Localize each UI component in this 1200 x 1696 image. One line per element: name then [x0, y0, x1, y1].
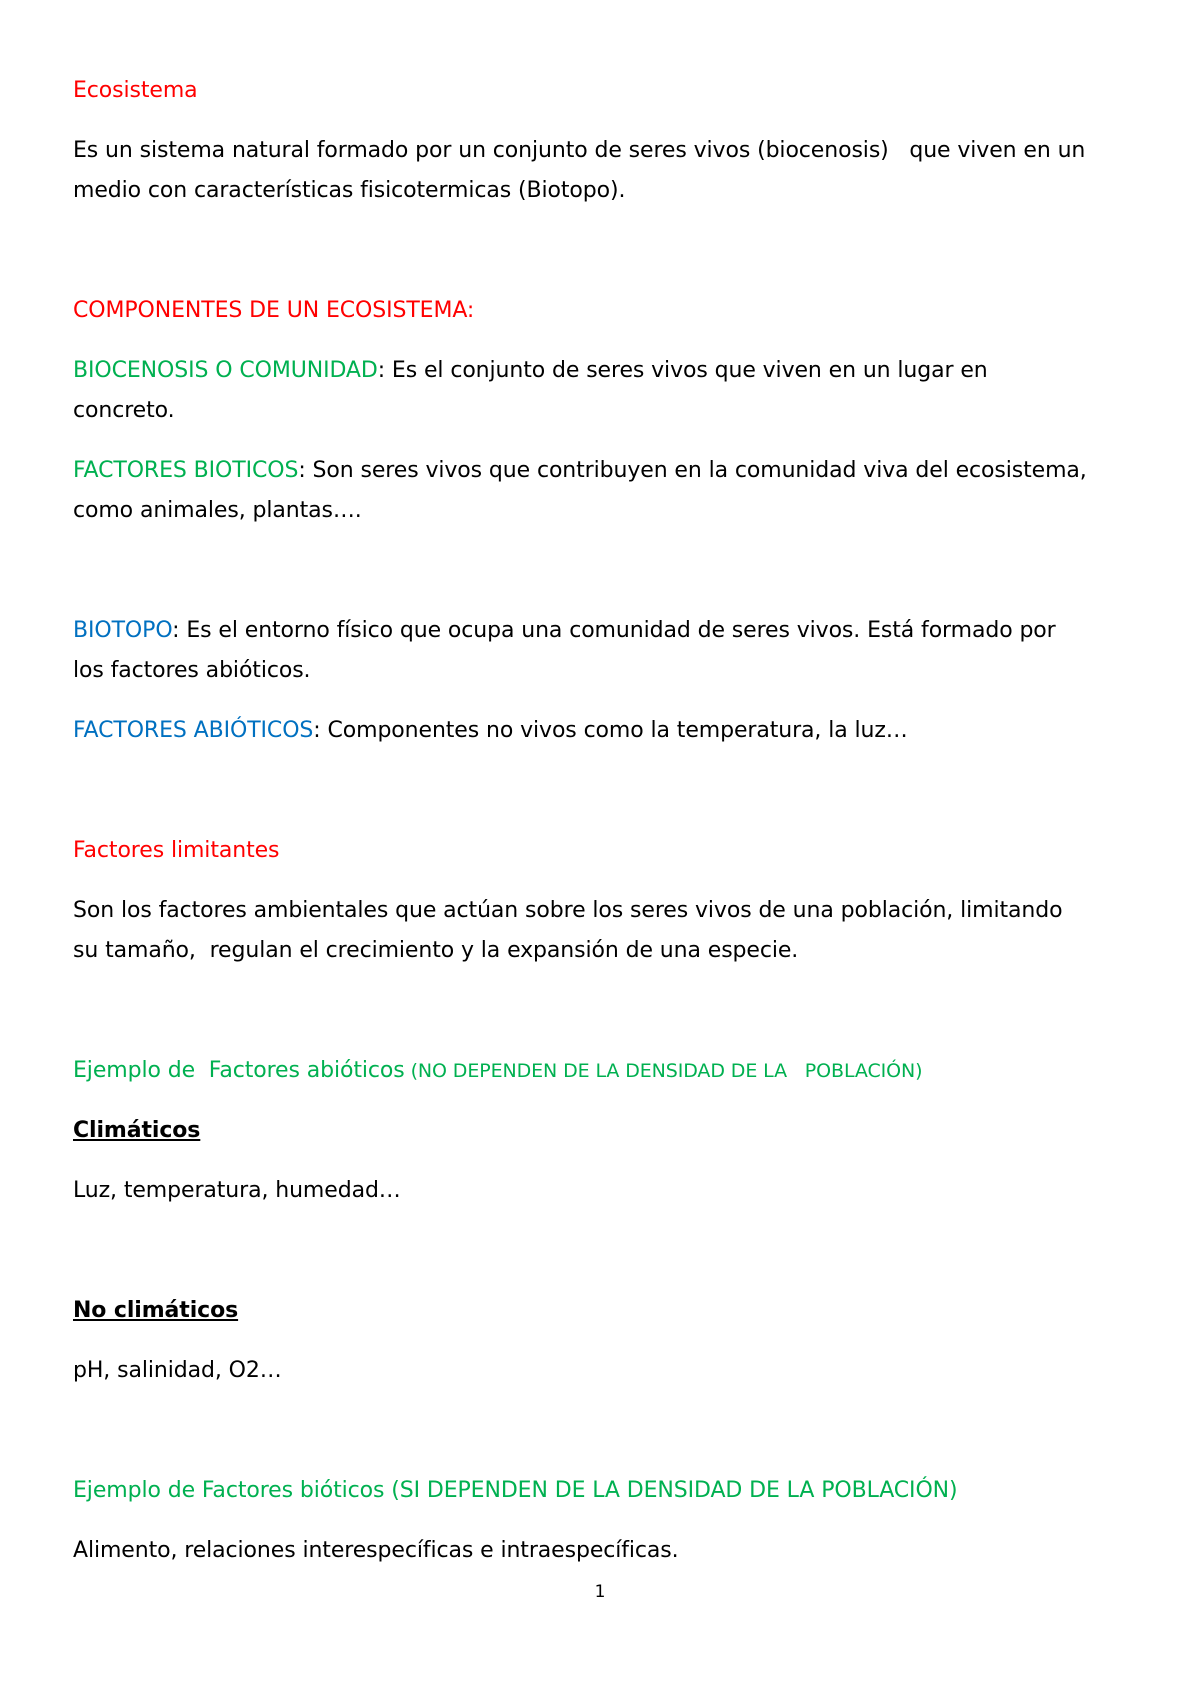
biotopo-paragraph	[73, 611, 1056, 651]
biocenosis-paragraph	[73, 351, 988, 391]
ejemplo-abioticos-heading	[73, 1051, 922, 1091]
definition-line-2: medio con características fisicotermicas (Biotopo).	[73, 178, 626, 203]
no-climaticos-heading: No climáticos	[73, 1298, 239, 1323]
biocenosis-term: BIOCENOSIS O COMUNIDAD	[73, 358, 378, 383]
ejemplo-abioticos-title: Ejemplo de Factores abióticos	[73, 1058, 405, 1083]
climaticos-heading: Climáticos	[73, 1118, 201, 1143]
section-title-ecosistema: Ecosistema	[73, 78, 198, 103]
ejemplo-abioticos-note: (NO DEPENDEN DE LA DENSIDAD DE LA POBLACIÓN)	[404, 1060, 923, 1082]
climaticos-text: Luz, temperatura, humedad…	[73, 1178, 401, 1203]
biotopo-term: BIOTOPO	[73, 618, 173, 643]
bioticos-paragraph	[73, 451, 1087, 491]
definition-line-1: Es un sistema natural formado por un conjunto de seres vivos (biocenosis) que viven en un	[73, 138, 1086, 163]
bioticos-term: FACTORES BIOTICOS	[73, 458, 299, 483]
bioticos-line-2: como animales, plantas….	[73, 498, 362, 523]
ejemplo-bioticos-text: Alimento, relaciones interespecíficas e intraespecíficas.	[73, 1538, 679, 1563]
components-heading: COMPONENTES DE UN ECOSISTEMA:	[73, 298, 475, 323]
limitantes-line-1: Son los factores ambientales que actúan sobre los seres vivos de una población, limitando	[73, 898, 1063, 923]
page-number: 1	[594, 1582, 606, 1602]
biotopo-line-2: los factores abióticos.	[73, 658, 311, 683]
no-climaticos-text: pH, salinidad, O2…	[73, 1358, 282, 1383]
ejemplo-bioticos-heading: Ejemplo de Factores bióticos (SI DEPENDEN DE LA DENSIDAD DE LA POBLACIÓN)	[73, 1478, 958, 1503]
abioticos-paragraph	[73, 711, 908, 751]
biocenosis-line-2: concreto.	[73, 398, 175, 423]
biotopo-text: : Es el entorno físico que ocupa una comunidad de seres vivos. Está formado por	[172, 618, 1056, 643]
limitantes-heading: Factores limitantes	[73, 838, 280, 863]
biocenosis-text: : Es el conjunto de seres vivos que viven en un lugar en	[377, 358, 988, 383]
bioticos-text: : Son seres vivos que contribuyen en la comunidad viva del ecosistema,	[298, 458, 1087, 483]
abioticos-text: : Componentes no vivos como la temperatura, la luz…	[313, 718, 908, 743]
abioticos-term: FACTORES ABIÓTICOS	[73, 718, 314, 743]
limitantes-line-2: su tamaño, regulan el crecimiento y la expansión de una especie.	[73, 938, 799, 963]
